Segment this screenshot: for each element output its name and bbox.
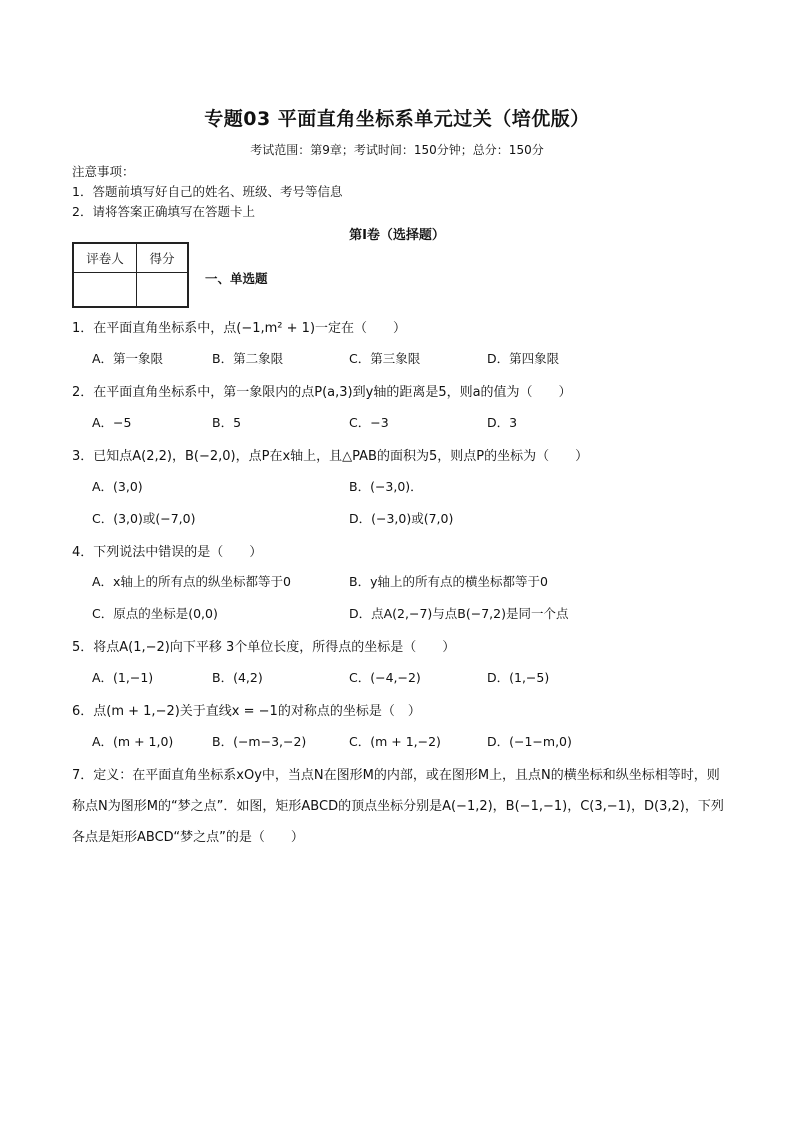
option-b: B．第二象限: [212, 351, 284, 366]
option-c: C．(m + 1,−2): [349, 734, 441, 749]
note-item: 2．请将答案正确填写在答题卡上: [72, 204, 255, 219]
question-stem: 4．下列说法中错误的是（ ）: [72, 545, 263, 560]
grader-cell: [73, 273, 137, 308]
notes-heading: 注意事项：: [72, 164, 135, 179]
option-b: B．5: [212, 415, 242, 430]
option-a: A．x轴上的所有点的纵坐标都等于0: [92, 574, 291, 589]
option-d: D．(−3,0)或(7,0): [349, 511, 454, 526]
option-a: A．(3,0): [92, 479, 143, 494]
option-a: A．(m + 1,0): [92, 734, 174, 749]
part-label: 一、单选题: [205, 271, 268, 286]
score-table: [72, 242, 189, 308]
note-item: 1．答题前填写好自己的姓名、班级、考号等信息: [72, 184, 343, 199]
option-c: C．(−4,−2): [349, 670, 421, 685]
question-stem: 5．将点A(1,−2)向下平移 3个单位长度，所得点的坐标是（ ）: [72, 640, 456, 655]
notes-block: [72, 162, 342, 222]
option-d: D．3: [487, 415, 518, 430]
option-d: D．点A(2,−7)与点B(−7,2)是同一个点: [349, 606, 569, 621]
option-d: D．(−1−m,0): [487, 734, 572, 749]
question-stem: 1．在平面直角坐标系中，点(−1,m² + 1)一定在（ ）: [72, 321, 407, 336]
option-d: D．第四象限: [487, 351, 560, 366]
option-c: C．(3,0)或(−7,0): [92, 511, 196, 526]
document-title: 专题03 平面直角坐标系单元过关（培优版）: [204, 108, 590, 130]
option-b: B．(−3,0)．: [349, 479, 423, 494]
option-c: C．第三象限: [349, 351, 421, 366]
option-a: A．−5: [92, 415, 132, 430]
option-c: C．−3: [349, 415, 389, 430]
option-d: D．(1,−5): [487, 670, 550, 685]
option-b: B．(−m−3,−2): [212, 734, 307, 749]
exam-info: 考试范围：第9章；考试时间：150分钟；总分：150分: [250, 143, 544, 157]
option-b: B．(4,2): [212, 670, 263, 685]
score-cell: [137, 273, 189, 308]
option-a: A．第一象限: [92, 351, 164, 366]
score-header: 得分: [137, 243, 189, 273]
option-c: C．原点的坐标是(0,0): [92, 606, 218, 621]
grader-header: 评卷人: [73, 243, 137, 273]
question-stem: 6．点(m + 1,−2)关于直线x = −1的对称点的坐标是（ ）: [72, 704, 421, 719]
question-stem: 7．定义：在平面直角坐标系xOy中，当点N在图形M的内部，或在图形M上，且点N的横坐标和纵坐标相等时，则称点N为图形M的“梦之点”．如图，矩形ABCD的顶点坐标分别是A(−1,2)，B(−1,−1)，C(3,−1)，D(3,2)，下列各点是矩形ABCD“梦之点”的是（ ）: [72, 768, 724, 845]
section-title: 第Ⅰ卷（选择题）: [349, 228, 445, 243]
option-a: A．(1,−1): [92, 670, 154, 685]
question-stem: 2．在平面直角坐标系中，第一象限内的点P(a,3)到y轴的距离是5，则a的值为（ ）: [72, 385, 572, 400]
option-b: B．y轴上的所有点的横坐标都等于0: [349, 574, 548, 589]
question-stem: 3．已知点A(2,2)，B(−2,0)，点P在x轴上，且△PAB的面积为5，则点P的坐标为（ ）: [72, 449, 589, 464]
